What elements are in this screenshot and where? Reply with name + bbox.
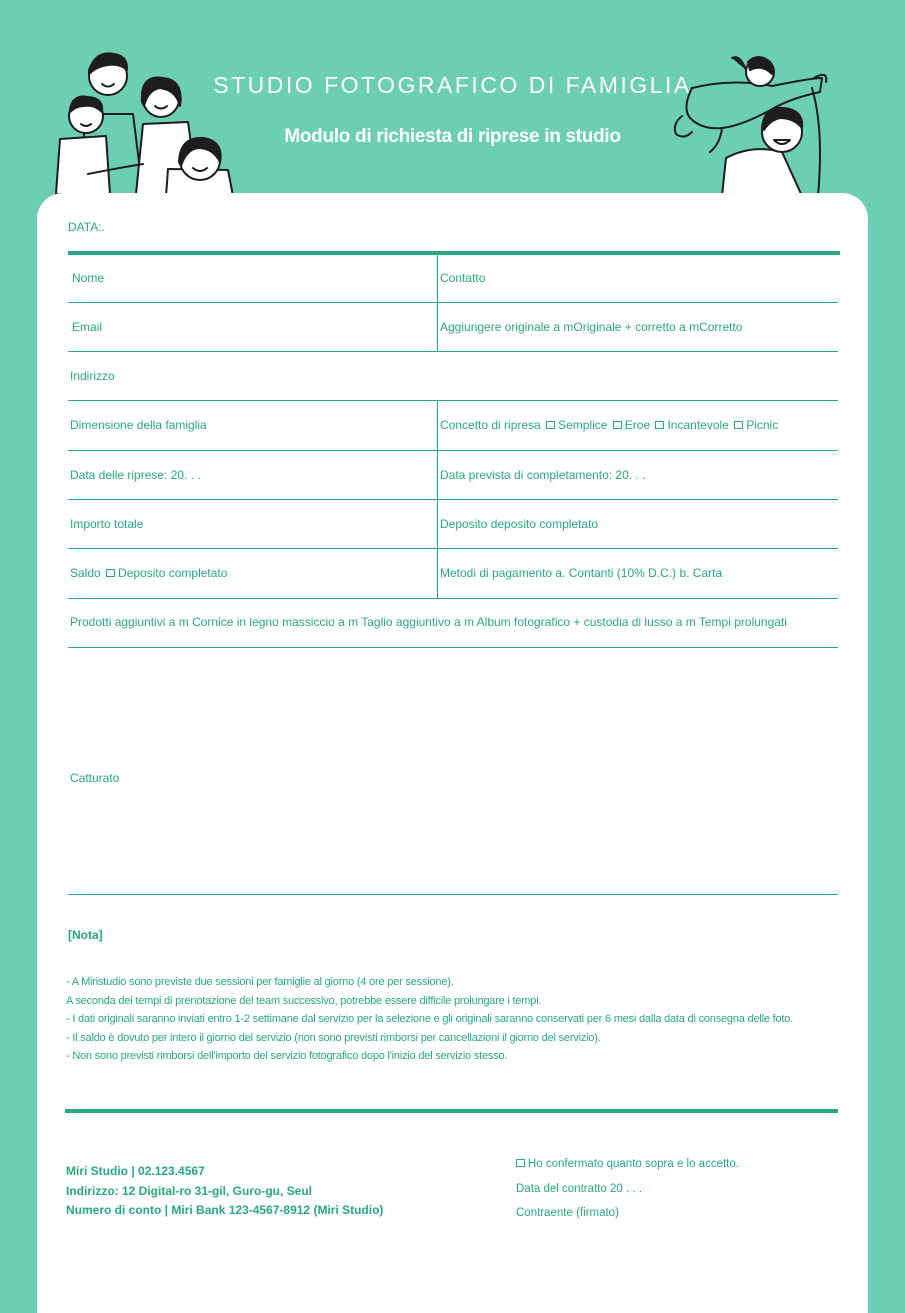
row-divider [68, 400, 838, 401]
option-picnic: Picnic [746, 418, 779, 432]
option-simple: Semplice [558, 418, 608, 432]
checkbox-balance-deposit[interactable] [106, 569, 115, 577]
contact-field[interactable]: Contatto [440, 271, 486, 285]
confirm-label: Ho confermato quanto sopra e lo accetto. [528, 1158, 739, 1170]
studio-info [66, 1162, 383, 1221]
column-divider [437, 400, 438, 598]
row-divider [68, 351, 838, 352]
column-divider [437, 255, 438, 351]
footer-divider [65, 1109, 838, 1113]
date-field[interactable]: DATA:. [68, 220, 105, 234]
bank-account: Numero di conto | Miri Bank 123-4567-8912 (Miri Studio) [66, 1203, 384, 1217]
balance-option: Deposito completato [118, 566, 228, 580]
payment-methods-field[interactable]: Metodi di pagamento a. Contanti (10% D.C.) b. Carta [440, 566, 723, 580]
contract-date-field[interactable]: Data del contratto 20 . . . [516, 1182, 642, 1195]
shoot-date-field[interactable]: Data delle riprese: 20. . . [70, 468, 201, 482]
row-divider [68, 302, 838, 303]
option-enchanting: Incantevole [667, 418, 729, 432]
balance-field [70, 566, 227, 580]
completion-date-field[interactable]: Data prevista di completamento: 20. . . [440, 468, 646, 482]
captured-field[interactable]: Catturato [70, 771, 120, 785]
address-field[interactable]: Indirizzo [70, 369, 115, 383]
total-amount-field[interactable]: Importo totale [70, 517, 144, 531]
studio-title: STUDIO FOTOGRAFICO DI FAMIGLIA [213, 72, 692, 98]
top-divider [68, 251, 840, 255]
note-line: - A Miristudio sono previste due sessioni per famiglie al giorno (4 ore per sessione). [66, 976, 454, 988]
shoot-concept-field [440, 418, 778, 432]
family-size-field[interactable]: Dimensione della famiglia [70, 418, 207, 432]
option-hero: Eroe [624, 418, 651, 432]
notes-list [66, 973, 856, 1066]
note-line: A seconda dei tempi di prenotazione del team successivo, potrebbe essere difficile prolungare i tempi. [66, 994, 542, 1007]
checkbox-enchanting[interactable] [655, 421, 664, 429]
checkbox-hero[interactable] [613, 421, 622, 429]
family-illustration-right [662, 48, 834, 196]
notes-title: [Nota] [68, 928, 103, 942]
studio-address: Indirizzo: 12 Digital-ro 31-gil, Guro-gu, Seul [66, 1183, 313, 1198]
row-divider [68, 894, 838, 895]
extra-products-field[interactable]: Prodotti aggiuntivi a m Cornice in legno massiccio a m Taglio aggiuntivo a m Album fotografico + custodia di lusso a m Tempi prolungati [70, 615, 787, 629]
signature-field[interactable]: Contraente (firmato) [516, 1207, 619, 1219]
row-divider [68, 450, 838, 451]
note-line: - Non sono previsti rimborsi dell'importo del servizio fotografico dopo l'inizio del servizio stesso. [66, 1050, 508, 1062]
row-divider [68, 598, 838, 599]
form-card [37, 193, 868, 1313]
original-corrected-field[interactable]: Aggiungere originale a mOriginale + corretto a mCorretto [440, 320, 743, 334]
studio-contact: Miri Studio | 02.123.4567 [66, 1164, 205, 1178]
row-divider [68, 548, 838, 549]
checkbox-picnic[interactable] [734, 421, 743, 429]
shoot-concept-label: Concetto di ripresa [440, 418, 541, 432]
row-divider [68, 647, 838, 648]
confirm-row [516, 1152, 739, 1177]
checkbox-simple[interactable] [546, 421, 555, 429]
balance-label: Saldo [70, 566, 101, 580]
name-field[interactable]: Nome [72, 271, 105, 285]
family-illustration-left [48, 44, 243, 196]
note-line: - I dati originali saranno inviati entro 1-2 settimane dal servizio per la selezione e gli originali saranno conservati per 6 mesi dalla data di consegna delle foto. [66, 1013, 794, 1025]
form-title: Modulo di richiesta di riprese in studio [284, 126, 621, 147]
note-line: - Il saldo è dovuto per intero il giorno del servizio (non sono previsti rimborsi per cancellazioni il giorno del servizio). [66, 1031, 601, 1044]
row-divider [68, 499, 838, 500]
checkbox-confirm[interactable] [516, 1159, 525, 1167]
agreement-section [516, 1152, 739, 1226]
deposit-field[interactable]: Deposito deposito completato [440, 517, 599, 531]
email-field[interactable]: Email [72, 320, 103, 334]
